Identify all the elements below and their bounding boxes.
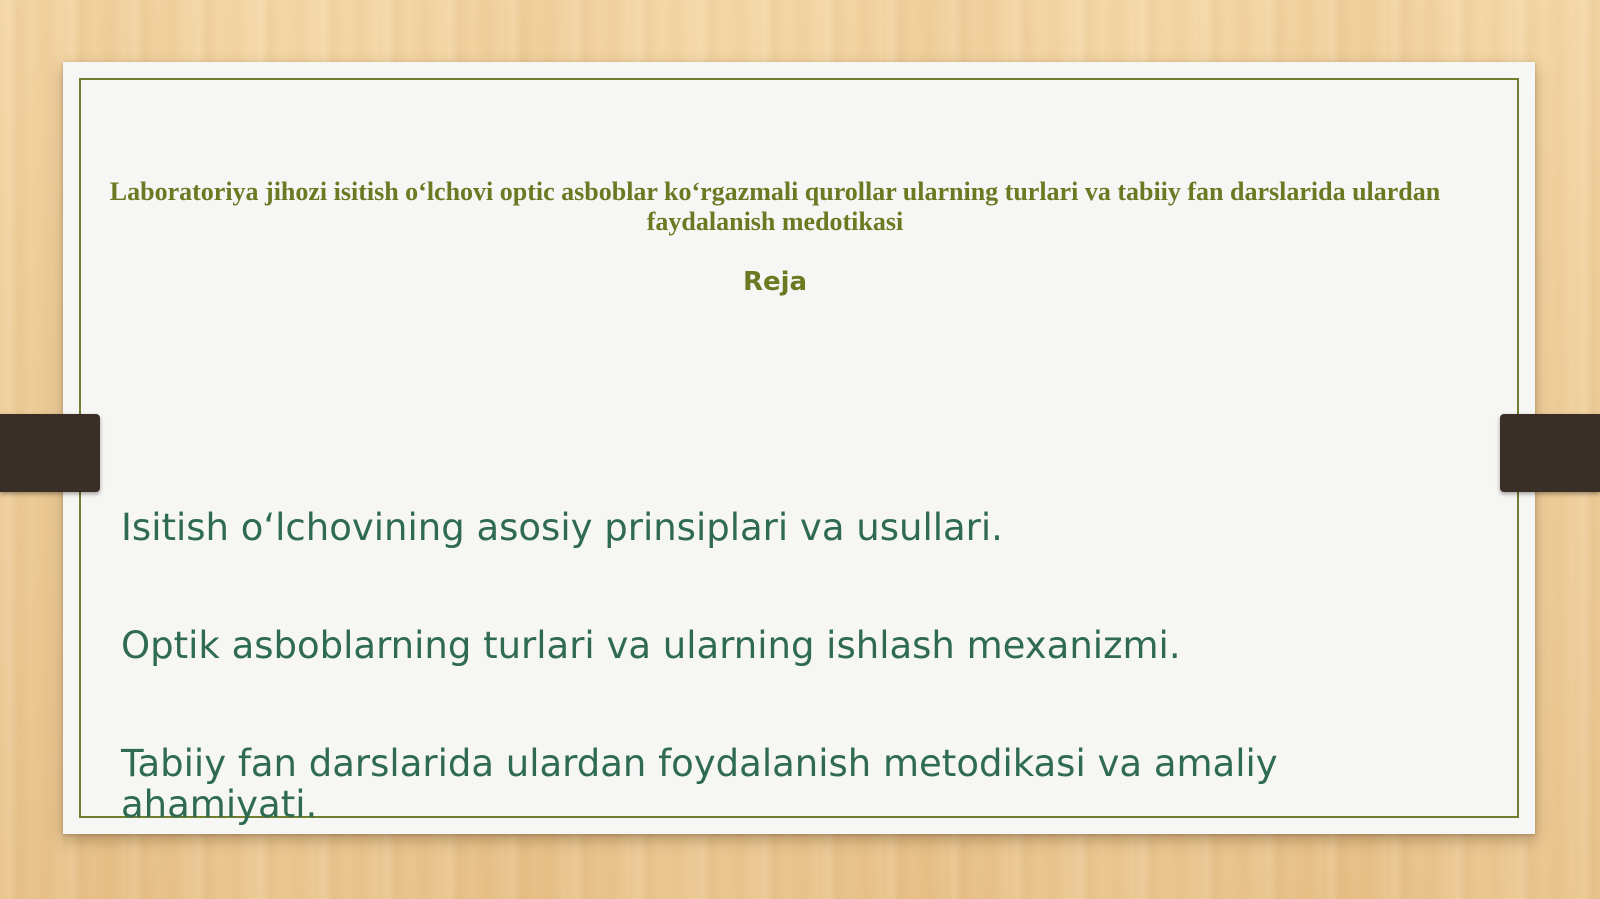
left-binder-clip: [0, 414, 100, 492]
plan-item-1: Isitish o‘lchovining asosiy prinsiplari va usullari.: [121, 506, 1003, 549]
plan-item-2: Optik asboblarning turlari va ularning ishlash mexanizmi.: [121, 624, 1181, 667]
slide-subtitle: Reja: [742, 267, 808, 297]
right-binder-clip: [1500, 414, 1600, 492]
plan-item-3: Tabiiy fan darslarida ulardan foydalanish metodikasi va amaliy ahamiyati.: [121, 742, 1278, 826]
slide-title: Laboratoriya jihozi isitish o‘lchovi optic asboblar ko‘rgazmali qurollar ularning turlari va tabiiy fan darslarida ulardan faydalanish medotikasi: [109, 177, 1441, 236]
